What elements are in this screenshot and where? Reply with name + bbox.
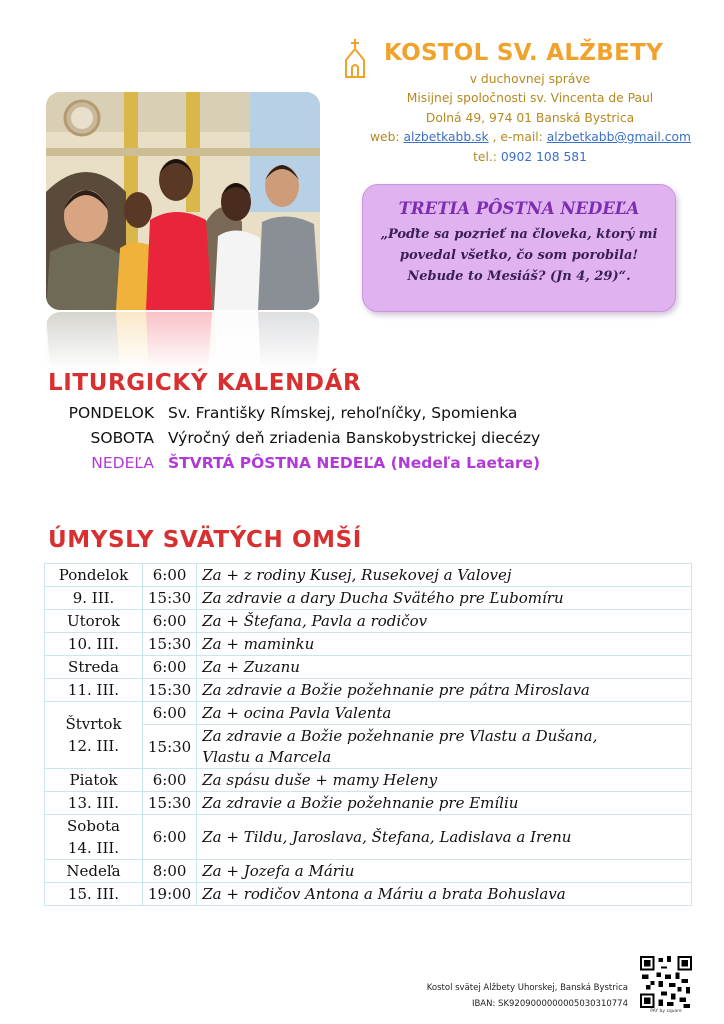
mass-intention: Za zdravie a dary Ducha Svätého pre Ľubomíru [197,587,692,610]
web-label: web: [370,130,400,144]
mass-time: 15:30 [143,587,197,610]
day-name: Utorok [45,610,143,633]
day-date: 9. III. [45,587,143,610]
web-link[interactable]: alzbetkabb.sk [403,130,489,144]
mass-intention: Za spásu duše + mamy Heleny [197,769,692,792]
header-contacts [370,130,690,144]
day-name: Streda [45,656,143,679]
mass-time: 6:00 [143,610,197,633]
table-row [45,656,692,679]
mass-time: 6:00 [143,656,197,679]
mass-intentions-title: ÚMYSLY SVÄTÝCH OMŠÍ [48,527,362,553]
liturgical-calendar-title: LITURGICKÝ KALENDÁR [48,370,362,396]
liturgical-day: PONDELOK [68,404,154,422]
day-name: Nedeľa [45,860,143,883]
table-row [45,610,692,633]
liturgical-day: NEDEĽA [91,454,154,472]
table-row [45,860,692,883]
mass-time: 19:00 [143,883,197,906]
day-date: 10. III. [45,633,143,656]
mass-intention: Za + Štefana, Pavla a rodičov [197,610,692,633]
mass-time: 8:00 [143,860,197,883]
mass-intention [197,725,692,769]
mass-time: 15:30 [143,792,197,815]
mass-time: 15:30 [143,633,197,656]
table-row [45,792,692,815]
mass-time: 6:00 [143,769,197,792]
mass-intention-line: Za zdravie a Božie požehnanie pre Vlastu a Dušana, [202,726,598,745]
table-row [45,587,692,610]
mass-time: 15:30 [143,725,197,769]
liturgical-day: SOBOTA [90,429,154,447]
mass-intentions-table [44,563,692,906]
day-date: 14. III. [67,839,120,857]
church-title: KOSTOL SV. ALŽBETY [384,40,664,66]
table-row [45,815,692,860]
table-row [45,769,692,792]
mass-intention: Za + maminku [197,633,692,656]
mass-time: 15:30 [143,679,197,702]
liturgical-text: Výročný deň zriadenia Banskobystrickej diecézy [168,429,541,447]
day-name: Sobota [67,817,120,835]
table-row [45,702,692,725]
mass-intention: Za + Zuzanu [197,656,692,679]
table-row [45,883,692,906]
mass-intention: Za zdravie a Božie požehnanie pre pátra Miroslava [197,679,692,702]
qr-caption: PAY by square [650,1009,682,1014]
mass-intention: Za + ocina Pavla Valenta [197,702,692,725]
footer-iban: IBAN: SK9209000000005030310774 [471,999,628,1009]
quote-line-1: „Poďte sa pozrieť na človeka, ktorý mi [380,227,658,242]
quote-box [362,184,676,312]
qr-code-icon[interactable] [640,956,692,1008]
table-row [45,679,692,702]
footer-church-name: Kostol svätej Alžbety Uhorskej, Banská Bystrica [426,983,628,993]
day-date: 12. III. [67,737,120,755]
header-address: Dolná 49, 974 01 Banská Bystrica [425,111,635,125]
table-row [45,725,692,769]
day-name: Pondelok [45,564,143,587]
email-label: , e-mail: [492,130,543,144]
mass-intention: Za + Tildu, Jaroslava, Štefana, Ladislava a Irenu [197,815,692,860]
quote-line-2: povedal všetko, čo som porobila! [399,248,639,263]
liturgical-row-sunday [46,454,686,478]
email-link[interactable]: alzbetkabb@gmail.com [546,130,692,144]
quote-title: TRETIA PÔSTNA NEDEĽA [398,199,640,218]
mass-intention: Za + Jozefa a Máriu [197,860,692,883]
mass-time: 6:00 [143,564,197,587]
day-date: 15. III. [45,883,143,906]
header-subtitle: v duchovnej správe [469,72,591,86]
table-row [45,633,692,656]
day-cell [45,702,143,769]
mass-intention: Za + z rodiny Kusej, Rusekovej a Valovej [197,564,692,587]
day-date: 11. III. [45,679,143,702]
mass-intention-line: Vlastu a Marcela [202,747,332,766]
header-phone [380,150,680,164]
liturgical-row [46,429,686,453]
church-logo-icon [344,38,366,78]
liturgical-text: ŠTVRTÁ PÔSTNA NEDEĽA (Nedeľa Laetare) [168,454,541,472]
mass-time: 6:00 [143,815,197,860]
group-photo [46,92,320,310]
day-name: Piatok [45,769,143,792]
quote-line-3: Nebude to Mesiáš? (Jn 4, 29)“. [407,269,631,284]
liturgical-text: Sv. Františky Rímskej, rehoľníčky, Spomienka [168,404,518,422]
mass-intention: Za + rodičov Antona a Máriu a brata Bohuslava [197,883,692,906]
photo-reflection [46,312,320,370]
day-cell [45,815,143,860]
mass-intention: Za zdravie a Božie požehnanie pre Emíliu [197,792,692,815]
mass-time: 6:00 [143,702,197,725]
day-name: Štvrtok [65,715,122,733]
phone-label: tel.: [473,150,497,164]
liturgical-row [46,404,686,428]
day-date: 13. III. [45,792,143,815]
table-row [45,564,692,587]
header-society: Misijnej spoločnosti sv. Vincenta de Paul [406,91,654,105]
phone-number[interactable]: 0902 108 581 [500,150,587,164]
